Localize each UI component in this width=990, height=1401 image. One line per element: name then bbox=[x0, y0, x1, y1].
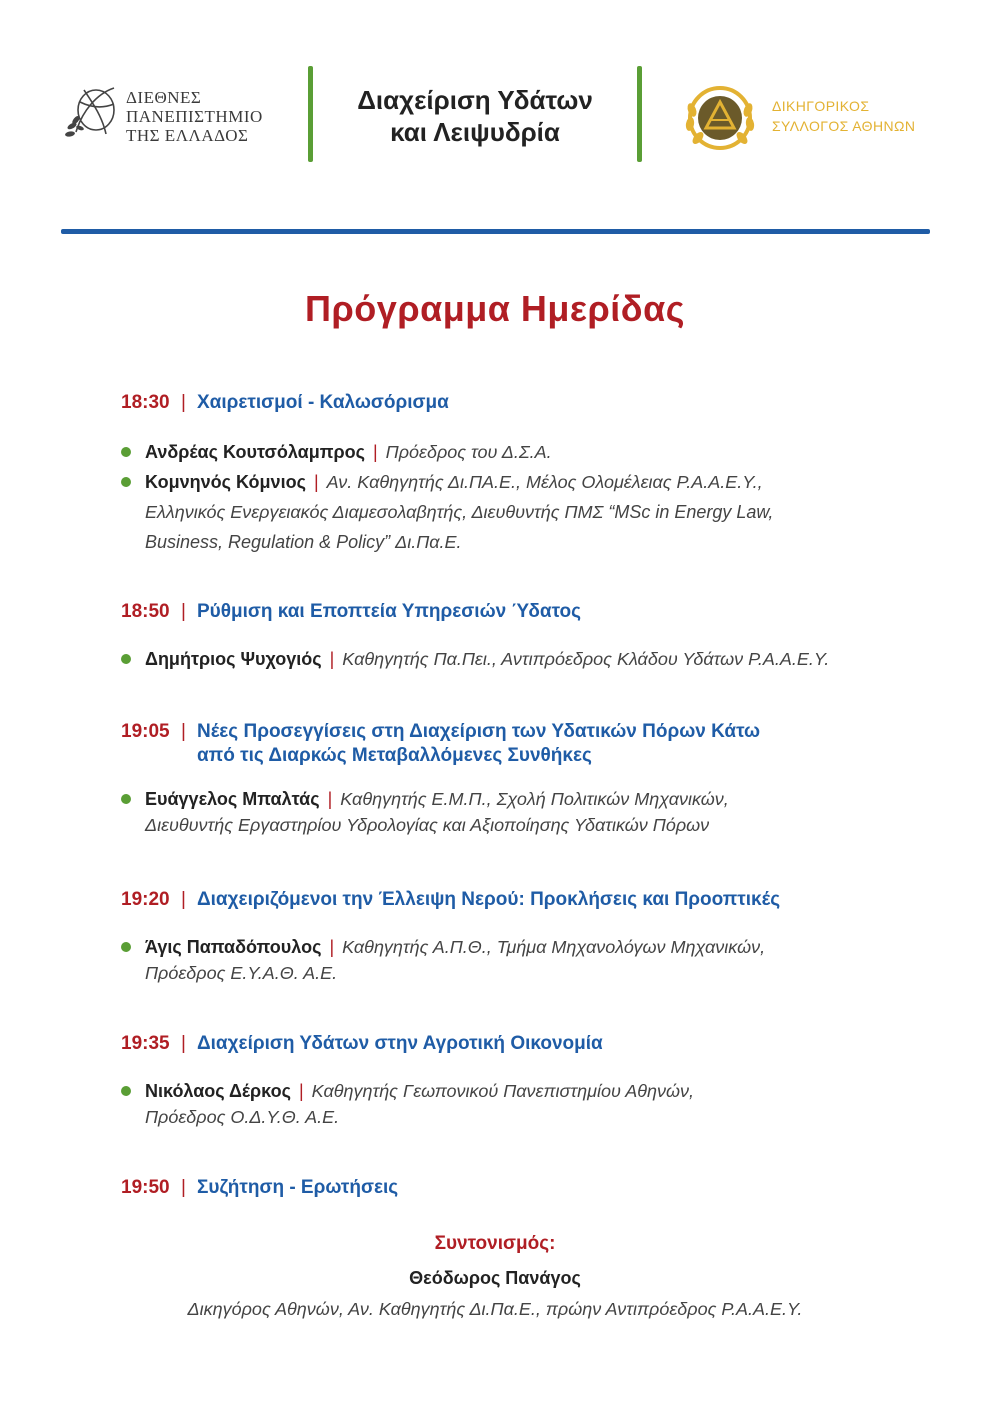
session-topic bbox=[197, 600, 921, 624]
program-title: Πρόγραμμα Ημερίδας bbox=[305, 288, 685, 329]
speaker-role-cont: Business, Regulation & Policy” Δι.Πα.Ε. bbox=[145, 532, 462, 552]
bullet-icon bbox=[121, 447, 131, 457]
speaker-role: Αν. Καθηγητής Δι.ΠΑ.Ε., Μέλος Ολομέλειας Ρ.Α.Α.Ε.Υ., bbox=[326, 472, 763, 492]
speaker-role-cont: Διευθυντής Εργαστηρίου Υδρολογίας και Αξιοποίησης Υδατικών Πόρων bbox=[145, 815, 710, 835]
speaker-name: Άγις Παπαδόπουλος bbox=[145, 937, 322, 957]
event-title bbox=[318, 84, 632, 148]
speaker-role-cont: Πρόεδρος Ε.Υ.Α.Θ. Α.Ε. bbox=[145, 963, 338, 983]
association-line: ΔΙΚΗΓΟΡΙΚΟΣ bbox=[772, 98, 870, 114]
session-1950 bbox=[121, 1176, 921, 1200]
header bbox=[0, 0, 990, 240]
speaker-role: Πρόεδρος του Δ.Σ.Α. bbox=[385, 442, 552, 462]
topic-line: Νέες Προσεγγίσεις στη Διαχείριση των Υδατικών Πόρων Κάτω bbox=[197, 721, 761, 742]
separator: | bbox=[181, 601, 186, 622]
speaker-role-cont: Πρόεδρος Ο.Δ.Υ.Θ. Α.Ε. bbox=[145, 1107, 340, 1127]
topic-line: Συζήτηση - Ερωτήσεις bbox=[197, 1177, 399, 1198]
separator: | bbox=[329, 937, 335, 957]
separator: | bbox=[181, 392, 186, 413]
speaker-name: Κομνηνός Κόμνιος bbox=[145, 472, 306, 492]
university-line: ΔΙΕΘΝΕΣ bbox=[126, 88, 202, 107]
session-1905 bbox=[121, 720, 921, 838]
session-topic bbox=[197, 1176, 921, 1200]
separator: | bbox=[181, 889, 186, 910]
bullet-icon bbox=[121, 477, 131, 487]
session-time: 19:20 bbox=[121, 889, 170, 910]
divider-left bbox=[308, 66, 313, 162]
speaker-role: Καθηγητής Πα.Πει., Αντιπρόεδρος Κλάδου Υδάτων Ρ.Α.Α.Ε.Υ. bbox=[342, 649, 830, 669]
session-header bbox=[121, 720, 921, 768]
university-line: ΠΑΝΕΠΙΣΤΗΜΙΟ bbox=[126, 107, 263, 126]
speaker-entry bbox=[121, 934, 921, 986]
session-header bbox=[121, 888, 921, 912]
event-title-line: Διαχείριση Υδάτων bbox=[357, 85, 593, 115]
separator: | bbox=[313, 472, 319, 492]
bullet-icon bbox=[121, 1086, 131, 1096]
university-name bbox=[126, 88, 263, 145]
session-time: 19:05 bbox=[121, 721, 170, 742]
session-1935 bbox=[121, 1032, 921, 1130]
session-topic bbox=[197, 391, 921, 415]
speaker-name: Νικόλαος Δέρκος bbox=[145, 1081, 291, 1101]
speaker-entry bbox=[121, 786, 921, 838]
separator: | bbox=[329, 649, 335, 669]
bar-association-name bbox=[772, 96, 915, 136]
session-1830 bbox=[121, 391, 921, 557]
session-topic bbox=[197, 720, 921, 768]
session-1920 bbox=[121, 888, 921, 986]
coordinator-name: Θεόδωρος Πανάγος bbox=[409, 1268, 581, 1288]
header-divider bbox=[61, 229, 930, 234]
speaker-role: Καθηγητής Ε.Μ.Π., Σχολή Πολιτικών Μηχανικών, bbox=[340, 789, 729, 809]
speaker-role-cont: Ελληνικός Ενεργειακός Διαμεσολαβητής, Διευθυντής ΠΜΣ “MSc in Energy Law, bbox=[145, 502, 774, 522]
bullet-icon bbox=[121, 654, 131, 664]
coordination-label: Συντονισμός: bbox=[434, 1233, 556, 1254]
university-line: ΤΗΣ ΕΛΛΑΔΟΣ bbox=[126, 126, 249, 145]
session-topic bbox=[197, 1032, 921, 1056]
session-time: 19:50 bbox=[121, 1177, 170, 1198]
separator: | bbox=[181, 721, 186, 742]
session-time: 19:35 bbox=[121, 1033, 170, 1054]
speaker-entry bbox=[121, 644, 921, 674]
speaker-entry bbox=[121, 1078, 921, 1130]
speaker-entry bbox=[121, 437, 921, 467]
coordinator-role: Δικηγόρος Αθηνών, Αν. Καθηγητής Δι.Πα.Ε., πρώην Αντιπρόεδρος Ρ.Α.Α.Ε.Υ. bbox=[187, 1299, 803, 1319]
university-logo bbox=[62, 80, 302, 150]
separator: | bbox=[327, 789, 333, 809]
coordination bbox=[0, 1230, 990, 1324]
globe-olive-icon bbox=[62, 82, 120, 146]
bullet-icon bbox=[121, 942, 131, 952]
association-line: ΣΥΛΛΟΓΟΣ ΑΘΗΝΩΝ bbox=[772, 118, 916, 134]
topic-line: Χαιρετισμοί - Καλωσόρισμα bbox=[197, 392, 449, 413]
session-header bbox=[121, 1032, 921, 1056]
divider-right bbox=[637, 66, 642, 162]
topic-line: Ρύθμιση και Εποπτεία Υπηρεσιών Ύδατος bbox=[197, 601, 582, 622]
session-time: 18:50 bbox=[121, 601, 170, 622]
separator: | bbox=[372, 442, 378, 462]
session-header bbox=[121, 1176, 921, 1200]
topic-line: Διαχείριση Υδάτων στην Αγροτική Οικονομία bbox=[197, 1033, 603, 1054]
speaker-name: Ανδρέας Κουτσόλαμπρος bbox=[145, 442, 365, 462]
topic-line: Διαχειριζόμενοι την Έλλειψη Νερού: Προκλήσεις και Προοπτικές bbox=[197, 889, 781, 910]
speaker-role: Καθηγητής Γεωπονικού Πανεπιστημίου Αθηνών, bbox=[311, 1081, 694, 1101]
separator: | bbox=[298, 1081, 304, 1101]
speaker-entry bbox=[121, 467, 921, 557]
bullet-icon bbox=[121, 794, 131, 804]
speaker-name: Ευάγγελος Μπαλτάς bbox=[145, 789, 320, 809]
session-header bbox=[121, 391, 921, 415]
bar-association-logo bbox=[680, 80, 940, 160]
laurel-seal-icon bbox=[680, 80, 760, 160]
separator: | bbox=[181, 1177, 186, 1198]
separator: | bbox=[181, 1033, 186, 1054]
topic-line: από τις Διαρκώς Μεταβαλλόμενες Συνθήκες bbox=[197, 745, 592, 766]
session-time: 18:30 bbox=[121, 392, 170, 413]
session-1850 bbox=[121, 600, 921, 674]
speaker-name: Δημήτριος Ψυχογιός bbox=[145, 649, 322, 669]
session-header bbox=[121, 600, 921, 624]
session-topic bbox=[197, 888, 921, 912]
event-title-line: και Λειψυδρία bbox=[390, 117, 560, 147]
speaker-role: Καθηγητής Α.Π.Θ., Τμήμα Μηχανολόγων Μηχανικών, bbox=[342, 937, 766, 957]
